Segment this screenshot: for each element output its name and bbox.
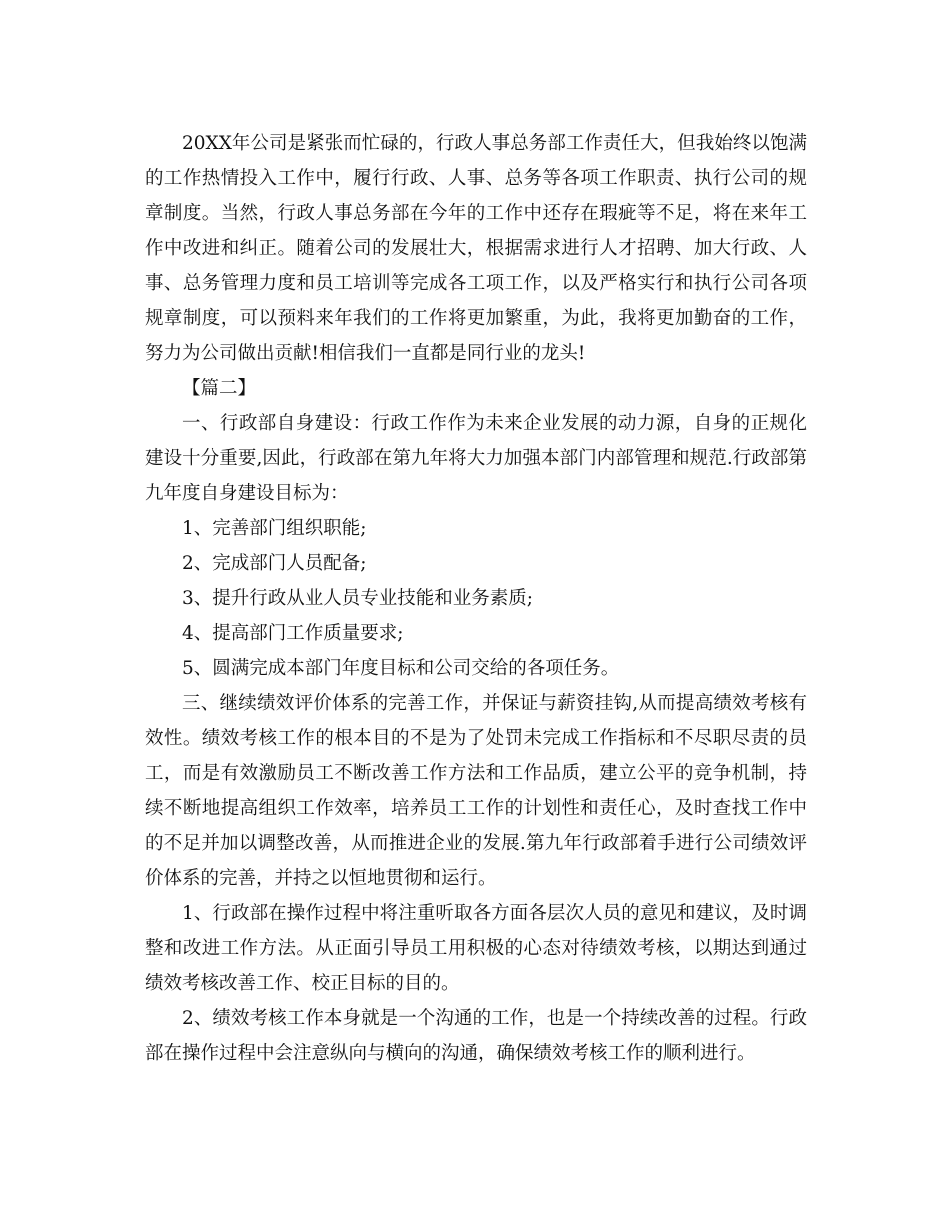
document-body xyxy=(145,126,807,1071)
goal-item-1: 1、完善部门组织职能; xyxy=(182,518,367,539)
paragraph-point-1: 1、行政部在操作过程中将注重听取各方面各层次人员的意见和建议，及时调整和改进工作方法。从正面引导员工用积极的心态对待绩效考核，以期达到通过绩效考核改善工作、校正目标的目的。 xyxy=(145,903,807,994)
paragraph-point-2: 2、绩效考核工作本身就是一个沟通的工作，也是一个持续改善的过程。行政部在操作过程中会注意纵向与横向的沟通，确保绩效考核工作的顺利进行。 xyxy=(145,1008,807,1064)
paragraph-summary: 20XX年公司是紧张而忙碌的，行政人事总务部工作责任大，但我始终以饱满的工作热情投入工作中，履行行政、人事、总务等各项工作职责、执行公司的规章制度。当然，行政人事总务部在今年的工作中还存在瑕疵等不足，将在来年工作中改进和纠正。随着公司的发展壮大，根据需求进行人才招聘、加大行政、人事、总务管理力度和员工培训等完成各工项工作，以及严格实行和执行公司各项规章制度，可以预料来年我们的工作将更加繁重，为此，我将更加勤奋的工作，努力为公司做出贡献!相信我们一直都是同行业的龙头! xyxy=(145,133,807,364)
goal-item-3: 3、提升行政从业人员专业技能和业务素质; xyxy=(182,588,534,609)
paragraph-self-construction: 一、行政部自身建设：行政工作作为未来企业发展的动力源，自身的正规化建设十分重要,因此，行政部在第九年将大力加强本部门内部管理和规范.行政部第九年度自身建设目标为： xyxy=(145,413,807,504)
section-heading: 【篇二】 xyxy=(182,378,257,399)
goal-item-2: 2、完成部门人员配备; xyxy=(182,553,367,574)
paragraph-performance-system: 三、继续绩效评价体系的完善工作，并保证与薪资挂钩,从而提高绩效考核有效性。绩效考核工作的根本目的不是为了处罚未完成工作指标和不尽职尽责的员工，而是有效激励员工不断改善工作方法和工作品质，建立公平的竞争机制，持续不断地提高组织工作效率，培养员工工作的计划性和责任心，及时查找工作中的不足并加以调整改善，从而推进企业的发展.第九年行政部着手进行公司绩效评价体系的完善，并持之以恒地贯彻和运行。 xyxy=(145,693,807,889)
goal-item-4: 4、提高部门工作质量要求; xyxy=(182,623,404,644)
goal-item-5: 5、圆满完成本部门年度目标和公司交给的各项任务。 xyxy=(182,658,620,679)
